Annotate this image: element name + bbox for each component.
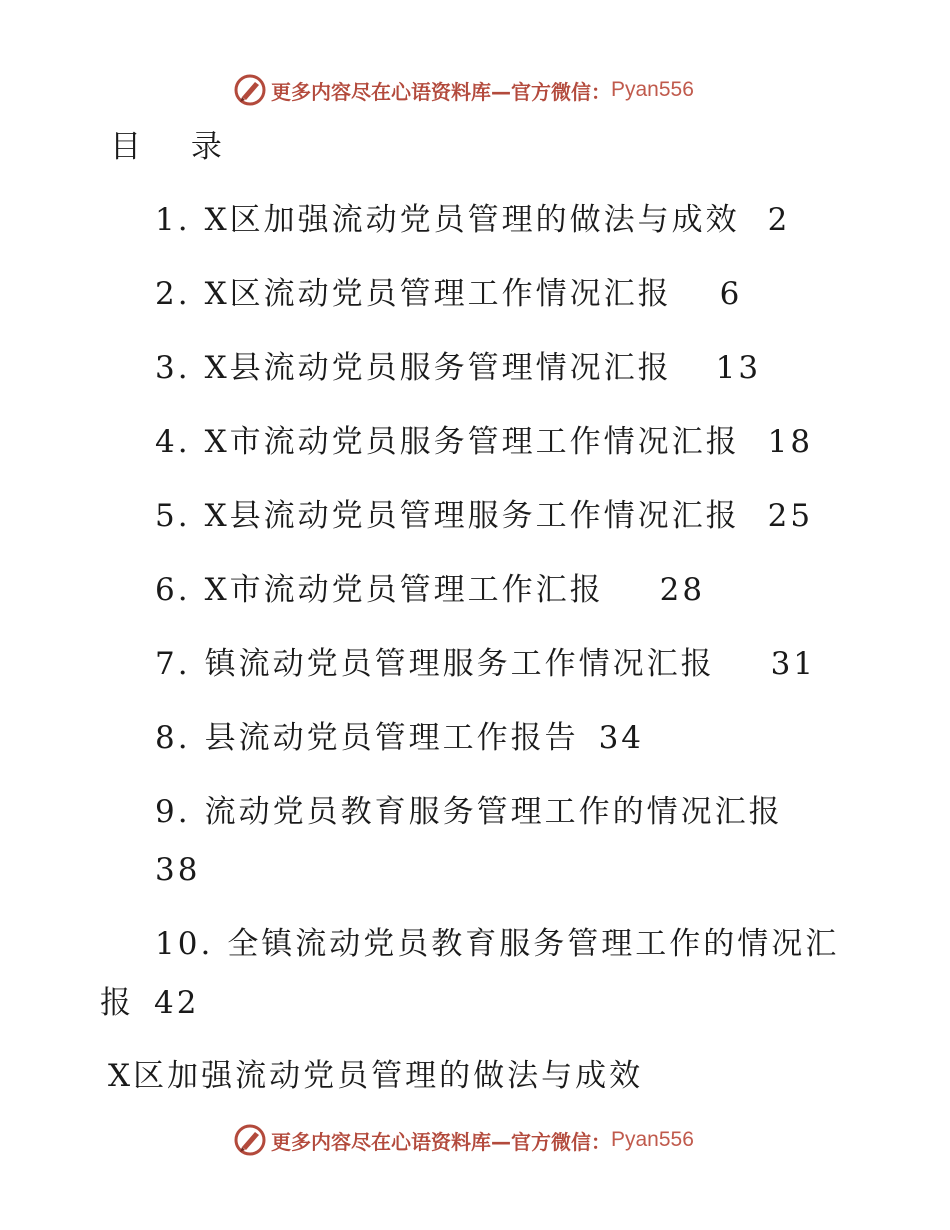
toc-entry-page: 28 bbox=[659, 572, 706, 608]
toc-entry-title: X市流动党员服务管理工作情况汇报 bbox=[204, 424, 740, 460]
toc-entry-title: X区加强流动党员管理的做法与成效 bbox=[204, 202, 740, 238]
toc-entry-number: 7. bbox=[155, 646, 191, 682]
toc-entry-title: X区流动党员管理工作情况汇报 bbox=[204, 276, 672, 312]
toc-entry-page: 42 bbox=[154, 985, 200, 1021]
toc-entry-number: 6. bbox=[155, 572, 191, 608]
pen-logo-icon bbox=[233, 1123, 267, 1157]
toc-entry-number: 8. bbox=[155, 720, 191, 756]
toc-entry-title: X县流动党员管理服务工作情况汇报 bbox=[204, 498, 740, 534]
toc-entry[interactable] bbox=[155, 568, 705, 612]
toc-entry-title-part-2: 报 bbox=[100, 985, 134, 1021]
toc-entry-number: 1. bbox=[155, 202, 191, 238]
toc-entry-page: 34 bbox=[598, 720, 645, 756]
toc-entry-number: 5. bbox=[155, 498, 191, 534]
toc-entry-number: 10. bbox=[155, 926, 214, 962]
toc-entry-number: 3. bbox=[155, 350, 191, 386]
watermark-wechat-id: Pyan556 bbox=[611, 78, 694, 101]
document-title: X区加强流动党员管理的做法与成效 bbox=[108, 1058, 644, 1094]
toc-entry-number: 4. bbox=[155, 424, 191, 460]
toc-entry-page: 2 bbox=[767, 202, 791, 238]
toc-entry-number: 2. bbox=[155, 276, 191, 312]
toc-entry-title: 县流动党员管理工作报告 bbox=[204, 720, 579, 756]
watermark-footer bbox=[233, 1120, 694, 1160]
toc-entry-title: 镇流动党员管理服务工作情况汇报 bbox=[204, 646, 715, 682]
watermark-header bbox=[233, 70, 694, 110]
toc-entry-title: X市流动党员管理工作汇报 bbox=[204, 572, 604, 608]
toc-entry[interactable] bbox=[155, 272, 742, 316]
toc-entry-page: 6 bbox=[719, 276, 743, 312]
toc-entry-title: 流动党员教育服务管理工作的情况汇报 bbox=[204, 794, 783, 830]
watermark-text: 更多内容尽在心语资料库—官方微信： bbox=[271, 79, 611, 104]
toc-entry[interactable] bbox=[155, 198, 790, 242]
toc-entry[interactable] bbox=[155, 642, 816, 686]
toc-heading: 目 录 bbox=[110, 129, 242, 165]
toc-entry-number: 9. bbox=[155, 794, 191, 830]
toc-entry-page: 18 bbox=[767, 424, 814, 460]
pen-logo-icon bbox=[233, 73, 267, 107]
toc-entry[interactable] bbox=[155, 346, 761, 390]
watermark-wechat-id: Pyan556 bbox=[611, 1128, 694, 1151]
toc-entry-title: X县流动党员服务管理情况汇报 bbox=[204, 350, 672, 386]
toc-entry[interactable] bbox=[155, 494, 813, 538]
toc-entry-page: 31 bbox=[770, 646, 817, 682]
toc-entry[interactable] bbox=[155, 790, 783, 834]
toc-entry[interactable] bbox=[155, 716, 644, 760]
toc-entry-title-part-1: 全镇流动党员教育服务管理工作的情况汇 bbox=[227, 926, 840, 962]
toc-entry[interactable] bbox=[155, 922, 839, 966]
toc-entry[interactable] bbox=[155, 420, 813, 464]
toc-entry-page: 13 bbox=[715, 350, 762, 386]
toc-entry-continuation[interactable] bbox=[100, 981, 199, 1025]
toc-entry-page: 25 bbox=[767, 498, 814, 534]
watermark-text: 更多内容尽在心语资料库—官方微信： bbox=[271, 1129, 611, 1154]
toc-entry-page[interactable]: 38 bbox=[155, 852, 201, 888]
